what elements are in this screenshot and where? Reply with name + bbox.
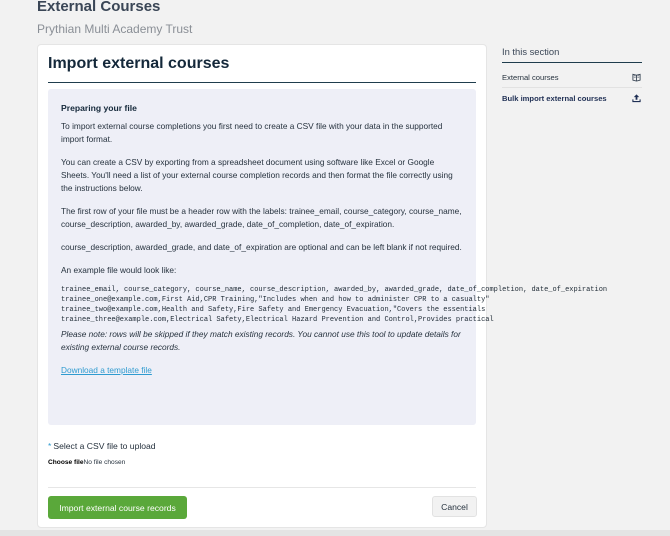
example-csv-block	[61, 285, 608, 325]
instructions-heading: Preparing your file	[61, 103, 137, 113]
code-line: trainee_email, course_category, course_name, course_description, awarded_by, awarded_grade, date_of_completion, date_of_expiration	[61, 286, 608, 294]
skip-note: Please note: rows will be skipped if they match existing records. You cannot use this tool to update details for existing external course records.	[61, 329, 461, 352]
instructions-paragraph: The first row of your file must be a header row with the labels: trainee_email, course_category, course_name, course_description, awarded_by, awarded_grade, date_of_completion, date_of_expiration.	[61, 206, 462, 229]
page-header	[37, 0, 192, 37]
section-nav	[502, 45, 642, 109]
book-icon	[632, 72, 641, 82]
page-title: External Courses	[37, 0, 161, 15]
instructions-paragraph: An example file would look like:	[61, 265, 177, 275]
code-line: trainee_one@example.com,First Aid,CPR Training,"Includes when and how to administer CPR to a casualty"	[61, 296, 490, 304]
scroll-edge	[0, 530, 670, 536]
file-input[interactable]	[48, 459, 125, 466]
choose-file-button[interactable]: Choose file	[48, 459, 84, 466]
sidebar-item-bulk-import[interactable]	[502, 88, 642, 109]
organisation-name: Prythian Multi Academy Trust	[37, 22, 193, 36]
download-template-link[interactable]: Download a template file	[61, 365, 152, 375]
upload-label	[48, 441, 156, 451]
sidebar-item-label: External courses	[502, 73, 559, 82]
sidebar-item-external-courses[interactable]	[502, 67, 642, 88]
card-title: Import external courses	[48, 53, 476, 83]
code-line: trainee_two@example.com,Health and Safety,Fire Safety and Emergency Evacuation,"Covers the essentials	[61, 306, 486, 314]
instructions-paragraph: course_description, awarded_grade, and date_of_expiration are optional and can be left blank if not required.	[61, 242, 462, 252]
divider	[48, 487, 476, 488]
instructions-paragraph: You can create a CSV by exporting from a spreadsheet document using software like Excel or Google Sheets. You'll need a list of your external course completion records and then format the file correctly using the instructions below.	[61, 157, 453, 193]
sidebar-item-label: Bulk import external courses	[502, 94, 607, 103]
code-line: trainee_three@example.com,Electrical Safety,Electrical Hazard Prevention and Control,Provides practical	[61, 316, 494, 324]
import-button[interactable]: Import external course records	[48, 496, 187, 519]
required-marker: *	[48, 441, 52, 451]
instructions-paragraph: To import external course completions you first need to create a CSV file with your data in the supported import format.	[61, 121, 443, 144]
cancel-button[interactable]: Cancel	[432, 496, 477, 517]
file-status: No file chosen	[83, 459, 126, 466]
upload-label-text: Select a CSV file to upload	[53, 441, 156, 451]
section-nav-title: In this section	[502, 45, 642, 63]
upload-icon	[632, 93, 641, 103]
